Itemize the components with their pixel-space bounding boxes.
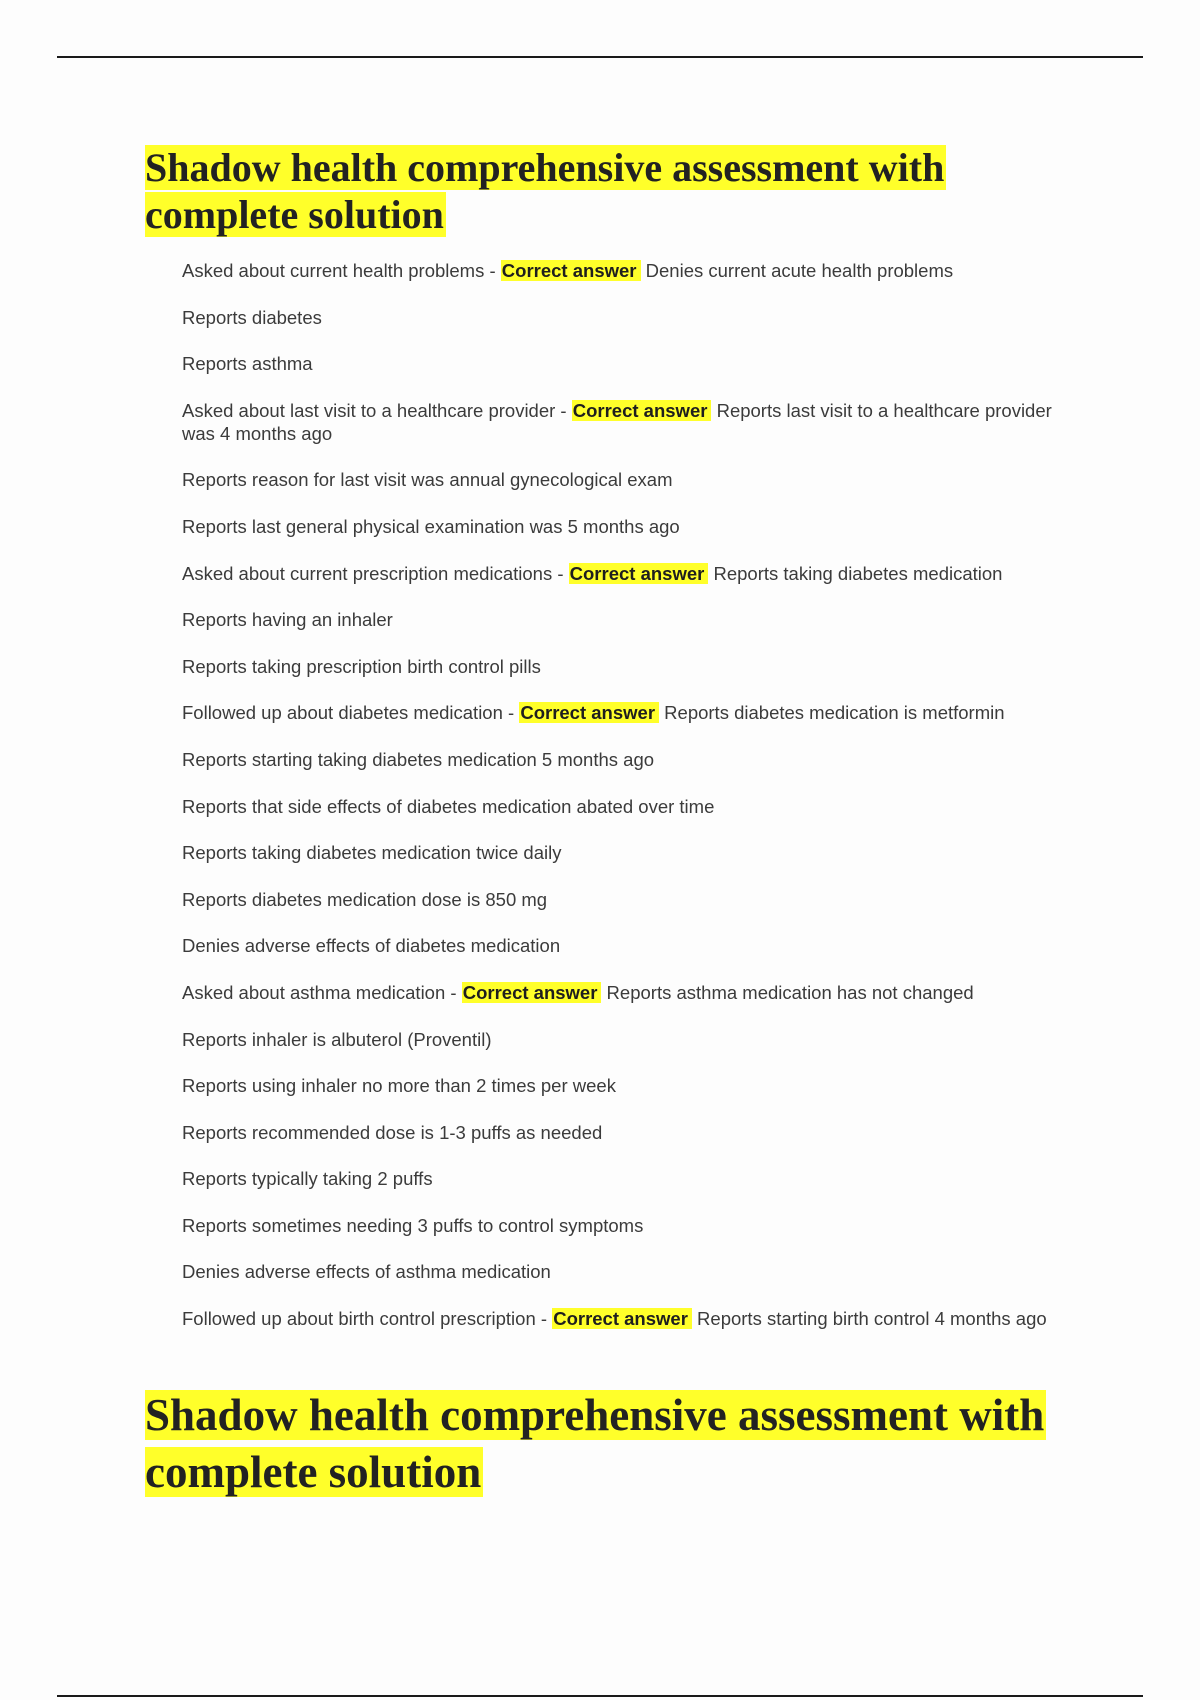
item-text: Reports asthma xyxy=(182,353,313,375)
item-text: Reports typically taking 2 puffs xyxy=(182,1168,433,1190)
item-text: Reports having an inhaler xyxy=(182,609,393,631)
question-text: Asked about current prescription medications - xyxy=(182,562,569,584)
correct-answer-highlight: Correct answer xyxy=(462,982,602,1003)
list-item xyxy=(182,1167,1087,1190)
item-text: Reports reason for last visit was annual gynecological exam xyxy=(182,469,673,491)
list-item xyxy=(182,934,1087,957)
correct-answer-highlight: Correct answer xyxy=(552,1308,692,1329)
page-title-text: Shadow health comprehensive assessment with complete solution xyxy=(145,145,945,237)
item-text: Denies adverse effects of asthma medication xyxy=(182,1261,551,1283)
item-text: Reports taking prescription birth control pills xyxy=(182,655,541,677)
question-text: Asked about last visit to a healthcare provider - xyxy=(182,399,572,421)
answer-text: Reports diabetes medication is metformin xyxy=(659,702,1005,724)
item-text: Reports recommended dose is 1-3 puffs as needed xyxy=(182,1121,603,1143)
list-item xyxy=(182,748,1087,771)
list-item xyxy=(182,259,1087,282)
list-item xyxy=(182,1121,1087,1144)
item-text: Reports taking diabetes medication twice daily xyxy=(182,842,562,864)
answer-text: Reports last visit to a healthcare provider was 4 months ago xyxy=(182,399,1052,444)
list-item xyxy=(182,795,1087,818)
footer-title-text: Shadow health comprehensive assessment with complete solution xyxy=(145,1390,1045,1497)
item-text: Reports that side effects of diabetes medication abated over time xyxy=(182,795,715,817)
page-title xyxy=(145,144,965,238)
list-item xyxy=(182,306,1087,329)
list-item xyxy=(182,841,1087,864)
list-item xyxy=(182,701,1087,724)
list-item xyxy=(182,1260,1087,1283)
item-text: Reports last general physical examination was 5 months ago xyxy=(182,515,680,537)
list-item xyxy=(182,1074,1087,1097)
item-text: Reports starting taking diabetes medication 5 months ago xyxy=(182,748,655,770)
list-item xyxy=(182,1307,1087,1330)
item-text: Reports diabetes xyxy=(182,306,322,328)
question-text: Followed up about birth control prescription - xyxy=(182,1308,553,1330)
question-text: Asked about current health problems - xyxy=(182,260,501,281)
list-item xyxy=(182,655,1087,678)
top-rule xyxy=(57,56,1143,58)
list-item xyxy=(182,352,1087,375)
qa-list xyxy=(182,259,1087,1354)
answer-text: Reports asthma medication has not changed xyxy=(601,981,974,1003)
answer-text: Reports taking diabetes medication xyxy=(708,562,1003,584)
correct-answer-highlight: Correct answer xyxy=(501,260,641,281)
list-item xyxy=(182,608,1087,631)
item-text: Reports diabetes medication dose is 850 mg xyxy=(182,888,548,910)
answer-text: Denies current acute health problems xyxy=(640,260,954,281)
question-text: Asked about asthma medication - xyxy=(182,981,462,1003)
item-text: Reports sometimes needing 3 puffs to control symptoms xyxy=(182,1214,644,1236)
correct-answer-highlight: Correct answer xyxy=(572,400,712,421)
bottom-rule xyxy=(57,1695,1143,1697)
list-item xyxy=(182,515,1087,538)
list-item xyxy=(182,468,1087,491)
footer-title xyxy=(145,1387,1045,1501)
correct-answer-highlight: Correct answer xyxy=(519,702,659,723)
list-item xyxy=(182,981,1087,1004)
item-text: Reports using inhaler no more than 2 times per week xyxy=(182,1075,616,1097)
item-text: Reports inhaler is albuterol (Proventil) xyxy=(182,1028,492,1050)
item-text: Denies adverse effects of diabetes medication xyxy=(182,935,561,957)
list-item xyxy=(182,562,1087,585)
correct-answer-highlight: Correct answer xyxy=(569,563,709,584)
question-text: Followed up about diabetes medication - xyxy=(182,702,520,724)
list-item xyxy=(182,1028,1087,1051)
list-item xyxy=(182,888,1087,911)
answer-text: Reports starting birth control 4 months ago xyxy=(691,1308,1047,1330)
list-item xyxy=(182,1214,1087,1237)
list-item xyxy=(182,399,1087,445)
